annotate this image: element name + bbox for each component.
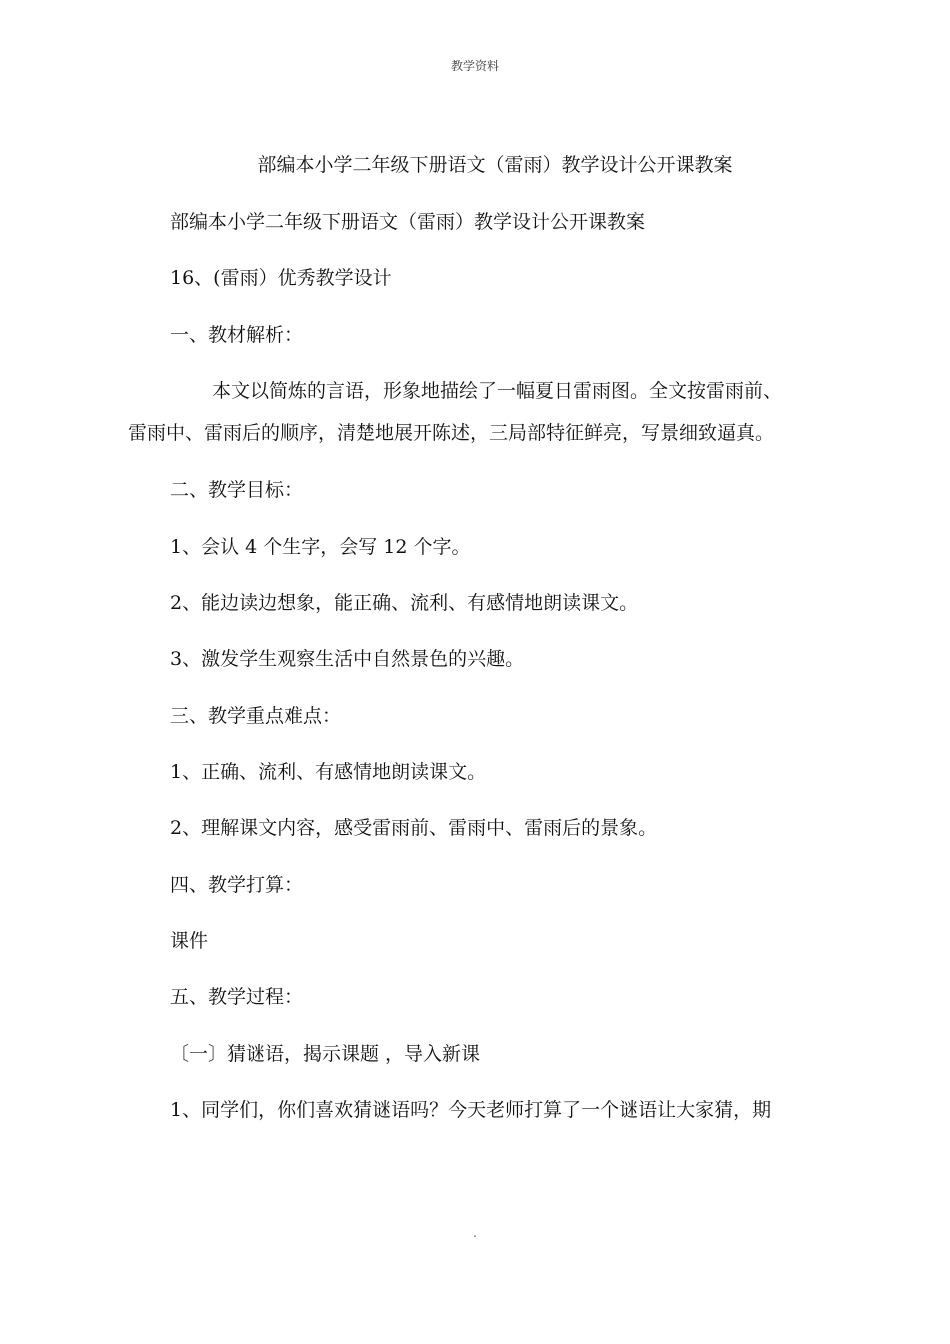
- subtitle-line: 部编本小学二年级下册语文（雷雨）教学设计公开课教案: [170, 211, 646, 233]
- section-heading-1: 一、教材解析：: [170, 324, 304, 346]
- paragraph-line: 雷雨中、雷雨后的顺序，清楚地展开陈述，三局部特征鲜亮，写景细致逼真。: [128, 422, 775, 444]
- page-footer: .: [473, 1226, 477, 1240]
- section-heading-5: 五、教学过程：: [170, 986, 304, 1008]
- list-item: 2、能边读边想象，能正确、流利、有感情地朗读课文。: [170, 592, 639, 614]
- list-item: 2、理解课文内容，感受雷雨前、雷雨中、雷雨后的景象。: [170, 817, 658, 839]
- section-heading-2: 二、教学目标：: [170, 479, 304, 501]
- page-header: 教学资料: [450, 59, 499, 73]
- list-item: 3、激发学生观察生活中自然景色的兴趣。: [170, 648, 525, 670]
- paragraph-line: 课件: [170, 930, 209, 952]
- list-item: 1、会认 4 个生字，会写 12 个字。: [170, 536, 471, 558]
- section-heading-3: 三、教学重点难点：: [170, 705, 342, 727]
- lesson-heading: 16、(雷雨）优秀教学设计: [170, 267, 392, 289]
- subsection-heading: 〔一〕猜谜语，揭示课题 ，导入新课: [170, 1043, 481, 1065]
- paragraph-line: 1、同学们，你们喜欢猜谜语吗？今天老师打算了一个谜语让大家猜，期: [170, 1099, 772, 1121]
- list-item: 1、正确、流利、有感情地朗读课文。: [170, 761, 487, 783]
- document-title: 部编本小学二年级下册语文（雷雨）教学设计公开课教案: [257, 154, 733, 176]
- section-heading-4: 四、教学打算：: [170, 874, 304, 896]
- paragraph-line: 本文以简炼的言语，形象地描绘了一幅夏日雷雨图。全文按雷雨前、: [212, 380, 783, 402]
